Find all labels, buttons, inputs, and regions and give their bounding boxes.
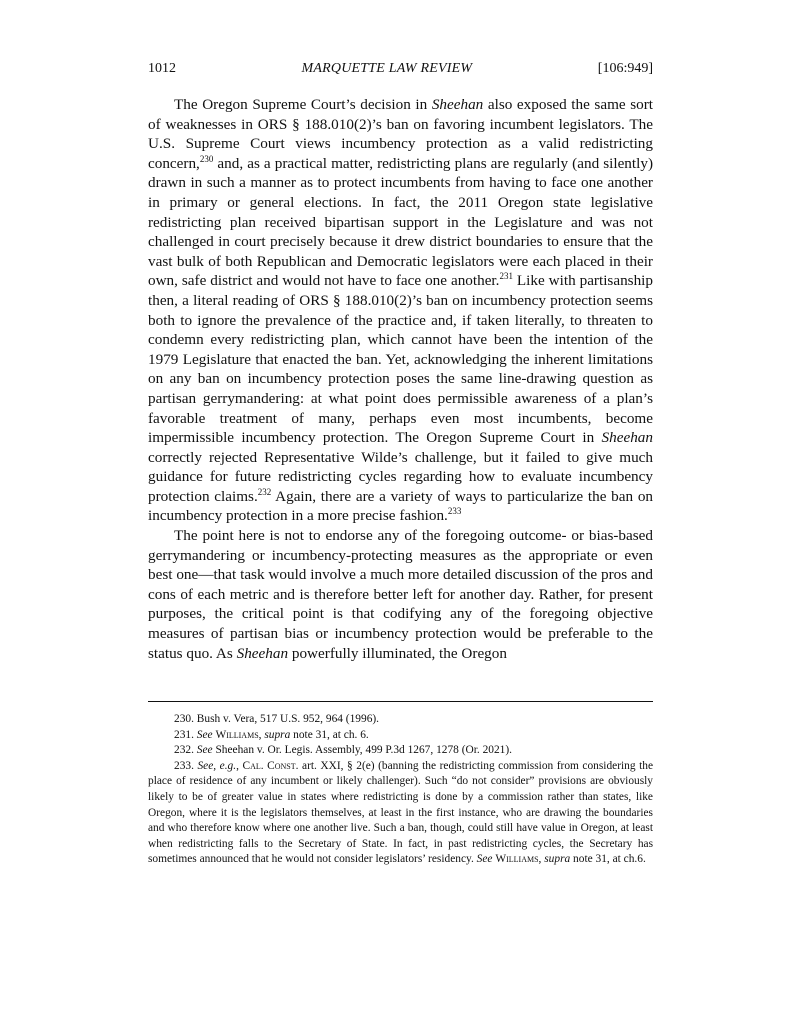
text-run: The Oregon Supreme Court’s decision in [174,96,432,113]
text-run: and, as a practical matter, redistricting plans are regularly (and silently) drawn in such a manner as to protect incumbents from having to face one another in primary or general elections. In fact, the 2011 Oregon state legislative redistricting plan received bipartisan support in the Legislature and was not challenged in court precisely because it drew district boundaries to ensure that the vast bulk of both Republican and Democratic legislators were each placed in their own, safe district and would not have to face one another. [148,154,653,290]
footnote-230 [148,712,653,728]
volume-citation: [106:949] [597,61,653,76]
footnote-number: 231. [174,728,197,741]
footnote-text: 230. Bush v. Vera, 517 U.S. 952, 964 (1996). [174,713,380,725]
case-name: Sheehan [601,429,653,447]
text-run: , [258,728,265,741]
journal-title: MARQUETTE LAW REVIEW [301,61,473,76]
author-name: Williams [215,728,259,741]
page-content [148,60,653,663]
paragraph-1 [148,95,653,526]
text-run: art. XXI, § 2(e) (banning the redistricting commission from considering the place of residence of any incumbent or likely challenger). Such “do not consider” provisions are obviously likely to be of greater value in states where redistricting is done by a commission rather than states, like Oregon, where it is the legislators themselves, at least in the first instance, who are drawing the boundaries and who therefore know where one another live. Such a ban, though, could still have value in Oregon, at least when redistricting falls to the Secretary of State. In fact, in past redistricting cycles, the Secretary has sometimes announced that he would not consider legislators’ residency. [148,759,654,866]
text-run: correctly rejected Representative Wilde’s challenge, but it failed to give much guidance for future redistricting cycles regarding how to evaluate incumbency protection claims. [148,448,653,505]
text-run: The point here is not to endorse any of the foregoing outcome- or bias-based gerrymandering or incumbency-protecting measures as the appropriate or even best one—that task would involve a much more detailed discussion of the pros and cons of each metric and is therefore better left for another day. Rather, for present purposes, the critical point is that codifying any of the foregoing objective measures of partisan bias or incumbency protection would be preferable to the status quo. As [148,527,653,662]
footnote-ref-230[interactable]: 230 [199,153,214,164]
footnote-231 [148,728,653,744]
text-run: , [538,853,545,866]
paragraph-2 [148,526,653,663]
footnotes [148,712,653,868]
text-run: Like with partisanship then, a literal reading of ORS § 188.010(2)’s ban on incumbency protection seems both to ignore the prevalence of the practice and, if taken literally, to threaten to condemn every redistricting plan, which cannot have been the intention of the 1979 Legislature that enacted the ban. Yet, acknowledging the inherent limitations on any ban on incumbency protection poses the same line-drawing question as partisan gerrymandering: at what point does permissible awareness of a plan’s favorable treatment of many, perhaps even most incumbents, become impermissible incumbency protection. The Oregon Supreme Court in [148,272,653,447]
text-run: note 31, at ch.6. [570,853,646,866]
footnote-number: 232. [174,744,197,757]
signal: supra [264,728,291,741]
footnote-232 [148,743,653,759]
signal: See [196,744,213,757]
signal: See [196,728,213,741]
text-run: , [236,759,243,772]
footnote-ref-233[interactable]: 233 [447,506,462,517]
footnote-233 [148,759,653,868]
page-number: 1012 [148,61,176,76]
signal: See, e.g. [197,759,237,772]
text-run: also exposed the same sort of weaknesses in ORS § 188.010(2)’s ban on favoring incumbent legislators. The U.S. Supreme Court views incumbency protection as a valid redistricting concern, [148,96,653,172]
constitution-cite: Cal. Const. [242,759,299,772]
signal: See [476,853,493,866]
author-name: Williams [495,853,539,866]
text-run: powerfully illuminated, the Oregon [288,644,507,662]
footnote-ref-232[interactable]: 232 [257,486,272,497]
text-run: Again, there are a variety of ways to particularize the ban on incumbency protection in a more precise fashion. [148,487,654,525]
footnote-divider [148,701,653,702]
case-name: Sheehan [236,644,289,662]
text-run: note 31, at ch. 6. [290,728,369,741]
running-header [148,60,653,78]
signal: supra [544,853,571,866]
text-run: Sheehan v. Or. Legis. Assembly, 499 P.3d 1267, 1278 (Or. 2021). [212,744,512,757]
case-name: Sheehan [431,96,484,113]
body-text [148,95,653,663]
footnote-ref-231[interactable]: 231 [499,271,513,282]
footnote-number: 233. [174,759,198,772]
